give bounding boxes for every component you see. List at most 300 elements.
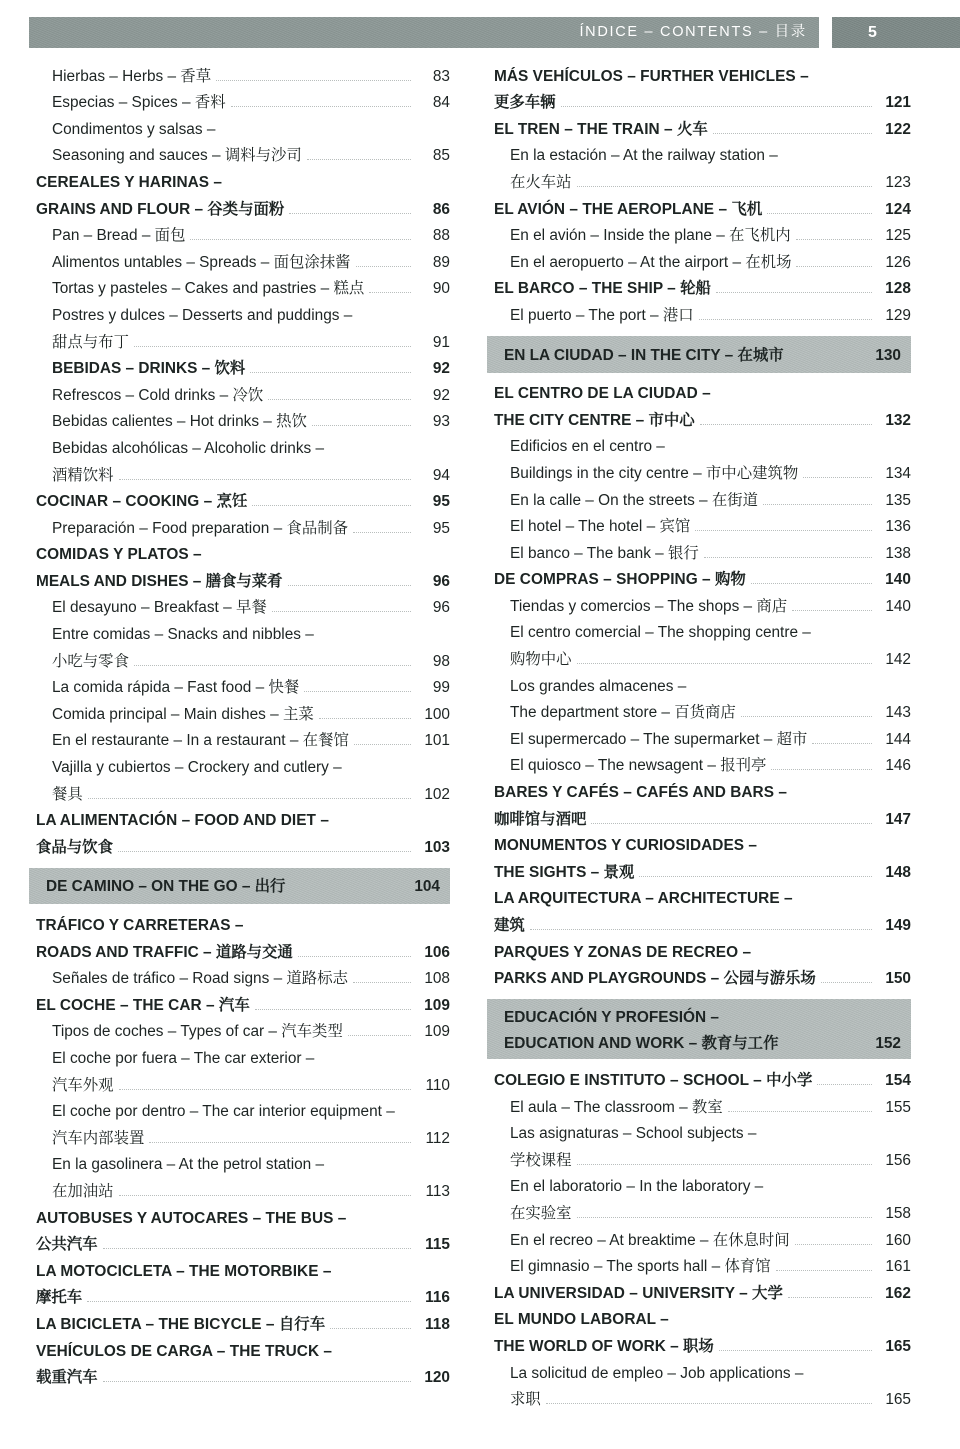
toc-entry-row[interactable] (487, 1199, 911, 1226)
dot-leader (771, 768, 872, 770)
toc-entry-label: 酒精饮料 (52, 466, 114, 484)
toc-entry-row[interactable] (29, 780, 450, 807)
toc-entry-page: 120 (424, 1369, 450, 1387)
toc-entry-page: 113 (425, 1182, 450, 1200)
toc-entry-label: LA BICICLETA – THE BICYCLE – 自行车 (36, 1315, 326, 1333)
toc-entry-label: El quiosco – The newsagent – 报刊亭 (510, 757, 767, 775)
toc-entry-label: AUTOBUSES Y AUTOCARES – THE BUS – (36, 1209, 347, 1227)
dot-leader (255, 1008, 411, 1010)
toc-entry-page: 96 (432, 572, 450, 590)
toc-entry-label: 甜点与布丁 (52, 333, 129, 351)
toc-entry-label: En el recreo – At breaktime – 在休息时间 (510, 1231, 790, 1249)
toc-entry-page: 138 (885, 544, 911, 562)
dot-leader (762, 849, 872, 850)
toc-entry-label: 更多车辆 (494, 94, 556, 112)
toc-heading-row[interactable] (487, 832, 911, 859)
dot-leader (776, 1269, 872, 1271)
toc-heading-row[interactable] (29, 567, 450, 594)
toc-entry-label: EL AVIÓN – THE AEROPLANE – 飞机 (494, 200, 763, 218)
dot-leader (88, 797, 411, 799)
toc-entry-label: Tortas y pasteles – Cakes and pastries – 糕点 (52, 280, 365, 298)
dot-leader (812, 742, 872, 744)
dot-leader (546, 1402, 872, 1404)
toc-entry-page: 140 (885, 571, 911, 589)
toc-entry-row[interactable] (29, 381, 450, 408)
dot-leader (751, 582, 872, 584)
toc-entry-label: Las asignaturas – School subjects – (510, 1125, 757, 1143)
dot-leader (248, 929, 411, 930)
toc-entry-row[interactable] (29, 355, 450, 382)
toc-heading-row[interactable] (29, 195, 450, 222)
toc-entry-row[interactable] (487, 725, 911, 752)
toc-entry-row[interactable] (29, 248, 450, 275)
toc-entry-row[interactable] (29, 594, 450, 621)
toc-entry-page: 98 (432, 652, 450, 670)
toc-entry-page: 155 (885, 1098, 911, 1116)
toc-entry-label: THE SIGHTS – 景观 (494, 863, 635, 881)
toc-entry-page: 83 (432, 67, 450, 85)
toc-heading-row[interactable] (29, 1310, 450, 1337)
dot-leader (670, 450, 872, 451)
toc-heading-row[interactable] (29, 833, 450, 860)
section-banner-title: DE CAMINO – ON THE GO – 出行 (46, 878, 286, 896)
toc-entry-row[interactable] (29, 753, 450, 780)
toc-entry-label: Comida principal – Main dishes – 主菜 (52, 705, 314, 723)
toc-entry-page: 129 (885, 306, 911, 324)
toc-entry-row[interactable] (29, 727, 450, 754)
toc-heading-row[interactable] (487, 195, 911, 222)
toc-entry-page: 112 (425, 1129, 450, 1147)
toc-entry-page: 140 (885, 597, 911, 615)
dot-leader (337, 1355, 411, 1356)
toc-heading-row[interactable] (487, 89, 911, 116)
section-banner-line (29, 873, 450, 900)
dot-leader (329, 1168, 411, 1169)
toc-heading-row[interactable] (487, 406, 911, 433)
dot-leader (756, 956, 872, 957)
toc-entry-label: MÁS VEHÍCULOS – FURTHER VEHICLES – (494, 67, 809, 85)
toc-entry-label: 学校课程 (510, 1151, 572, 1169)
toc-entry-label: 载重汽车 (36, 1369, 98, 1387)
toc-entry-label: 购物中心 (510, 651, 572, 669)
toc-entry-page: 128 (885, 280, 911, 298)
toc-entry-label: 餐具 (52, 785, 83, 803)
toc-entry-label: Entre comidas – Snacks and nibbles – (52, 626, 314, 644)
toc-entry-label: 食品与饮食 (36, 838, 113, 856)
dot-leader (699, 318, 872, 320)
toc-entry-row[interactable] (29, 1151, 450, 1178)
dot-leader (319, 1062, 411, 1063)
toc-entry-row[interactable] (487, 752, 911, 779)
toc-heading-row[interactable] (29, 807, 450, 834)
dot-leader (691, 690, 872, 691)
toc-entry-label: COMIDAS Y PLATOS – (36, 546, 202, 564)
dot-leader (149, 1141, 411, 1143)
dot-leader (356, 265, 411, 267)
toc-entry-page: 99 (432, 679, 450, 697)
toc-entry-label: COLEGIO E INSTITUTO – SCHOOL – 中小学 (494, 1071, 813, 1089)
dot-leader (348, 1034, 411, 1036)
dot-leader (190, 238, 411, 240)
toc-entry-label: El aula – The classroom – 教室 (510, 1098, 723, 1116)
toc-entry-row[interactable] (487, 1386, 911, 1413)
toc-heading-row[interactable] (487, 778, 911, 805)
dot-leader (719, 1349, 872, 1351)
toc-entry-row[interactable] (487, 248, 911, 275)
toc-heading-row[interactable] (487, 62, 911, 89)
toc-entry-label: Señales de tráfico – Road signs – 道路标志 (52, 970, 348, 988)
toc-heading-row[interactable] (29, 1337, 450, 1364)
toc-entry-row[interactable] (29, 275, 450, 302)
toc-entry-row[interactable] (487, 301, 911, 328)
toc-entry-page: 162 (885, 1284, 911, 1302)
toc-entry-row[interactable] (29, 514, 450, 541)
dot-leader (821, 981, 872, 983)
toc-entry-label: El supermercado – The supermarket – 超市 (510, 730, 808, 748)
toc-entry-row[interactable] (29, 115, 450, 142)
dot-leader (307, 158, 411, 160)
toc-entry-page: 134 (885, 464, 911, 482)
toc-entry-row[interactable] (487, 1173, 911, 1200)
toc-entry-label: Refrescos – Cold drinks – 冷饮 (52, 386, 264, 404)
dot-leader (783, 159, 872, 160)
dot-leader (319, 638, 411, 639)
header-bar (29, 17, 819, 48)
dot-leader (795, 1243, 872, 1245)
dot-leader (700, 423, 872, 425)
dot-leader (577, 1163, 872, 1165)
toc-entry-row[interactable] (487, 459, 911, 486)
toc-entry-label: Condimentos y salsas – (52, 120, 216, 138)
toc-entry-page: 146 (885, 757, 911, 775)
toc-entry-row[interactable] (487, 168, 911, 195)
toc-entry-label: 建筑 (494, 917, 525, 934)
toc-entry-page: 109 (424, 1023, 450, 1041)
toc-heading-row[interactable] (29, 1231, 450, 1258)
toc-entry-label: EL BARCO – THE SHIP – 轮船 (494, 280, 711, 298)
toc-entry-row[interactable] (29, 89, 450, 116)
dot-leader (351, 1222, 411, 1223)
dot-leader (761, 1137, 872, 1138)
dot-leader (272, 610, 411, 612)
dot-leader (353, 531, 411, 533)
dot-leader (119, 1194, 411, 1196)
toc-heading-row[interactable] (29, 168, 450, 195)
toc-heading-row[interactable] (487, 858, 911, 885)
toc-entry-row[interactable] (487, 1226, 911, 1253)
toc-entry-label: En la gasolinera – At the petrol station – (52, 1156, 325, 1174)
toc-entry-row[interactable] (29, 1098, 450, 1125)
toc-entry-page: 136 (885, 518, 911, 536)
dot-leader (227, 186, 411, 187)
toc-entry-label: El hotel – The hotel – 宾馆 (510, 518, 691, 536)
toc-heading-row[interactable] (487, 911, 911, 938)
dot-leader (134, 345, 411, 347)
toc-entry-page: 121 (885, 94, 911, 112)
toc-heading-row[interactable] (487, 1066, 911, 1093)
toc-entry-page: 102 (424, 785, 450, 803)
toc-entry-label: En la calle – On the streets – 在街道 (510, 491, 759, 509)
toc-heading-row[interactable] (29, 1284, 450, 1311)
toc-entry-label: El coche por fuera – The car exterior – (52, 1049, 315, 1067)
toc-entry-row[interactable] (487, 1120, 911, 1147)
header-title: ÍNDICE – CONTENTS – 目录 (579, 24, 807, 40)
toc-entry-page: 150 (885, 970, 911, 988)
dot-leader (796, 265, 872, 267)
dot-leader (400, 1115, 411, 1116)
toc-heading-row[interactable] (487, 275, 911, 302)
dot-leader (767, 212, 872, 214)
dot-leader (304, 690, 411, 692)
toc-heading-row[interactable] (487, 938, 911, 965)
toc-entry-row[interactable] (29, 1177, 450, 1204)
toc-entry-row[interactable] (29, 222, 450, 249)
toc-entry-row[interactable] (29, 1071, 450, 1098)
toc-heading-row[interactable] (29, 1204, 450, 1231)
toc-entry-page: 92 (432, 386, 450, 404)
toc-entry-label: El coche por dentro – The car interior equipment – (52, 1103, 395, 1121)
toc-entry-row[interactable] (487, 1093, 911, 1120)
section-banner-title: EN LA CIUDAD – IN THE CITY – 在城市 (504, 346, 784, 364)
toc-entry-page: 124 (885, 200, 911, 218)
toc-entry-row[interactable] (487, 222, 911, 249)
toc-entry-label: 求职 (510, 1391, 541, 1409)
toc-entry-row[interactable] (29, 328, 450, 355)
toc-entry-label: En el avión – Inside the plane – 在飞机内 (510, 227, 791, 245)
dot-leader (353, 981, 411, 983)
toc-entry-label: 在火车站 (510, 173, 572, 191)
toc-entry-row[interactable] (29, 700, 450, 727)
toc-entry-label: Bebidas alcohólicas – Alcoholic drinks – (52, 439, 325, 457)
toc-entry-row[interactable] (29, 62, 450, 89)
toc-entry-row[interactable] (29, 142, 450, 169)
toc-entry-label: El banco – The bank – 银行 (510, 544, 699, 562)
toc-entry-row[interactable] (487, 592, 911, 619)
section-banner[interactable] (487, 336, 911, 373)
toc-entry-label: LA MOTOCICLETA – THE MOTORBIKE – (36, 1262, 332, 1280)
toc-entry-label: DE COMPRAS – SHOPPING – 购物 (494, 571, 746, 589)
dot-leader (369, 291, 411, 293)
toc-entry-label: 在加油站 (52, 1182, 114, 1200)
toc-entry-page: 160 (885, 1231, 911, 1249)
dot-leader (768, 1190, 872, 1191)
toc-entry-label: La comida rápida – Fast food – 快餐 (52, 679, 300, 697)
dot-leader (808, 1377, 872, 1378)
toc-heading-row[interactable] (487, 380, 911, 407)
toc-heading-row[interactable] (487, 805, 911, 832)
toc-entry-row[interactable] (29, 301, 450, 328)
toc-entry-label: LA ARQUITECTURA – ARCHITECTURE – (494, 890, 793, 908)
dot-leader (268, 398, 411, 400)
toc-heading-row[interactable] (29, 1364, 450, 1391)
toc-entry-label: GRAINS AND FLOUR – 谷类与面粉 (36, 200, 285, 218)
toc-entry-label: PARKS AND PLAYGROUNDS – 公园与游乐场 (494, 970, 816, 988)
dot-leader (792, 796, 872, 797)
toc-entry-label: TRÁFICO Y CARRETERAS – (36, 917, 244, 934)
toc-entry-page: 88 (432, 227, 450, 245)
toc-entry-label: Pan – Bread – 面包 (52, 227, 186, 245)
toc-heading-row[interactable] (487, 965, 911, 992)
dot-leader (561, 105, 872, 107)
toc-entry-label: 咖啡馆与酒吧 (494, 810, 587, 828)
dot-leader (354, 743, 411, 745)
toc-entry-row[interactable] (29, 965, 450, 992)
toc-entry-row[interactable] (29, 1044, 450, 1071)
toc-entry-page: 165 (885, 1337, 911, 1355)
toc-entry-page: 110 (425, 1076, 450, 1094)
section-banner-line (487, 341, 911, 368)
toc-entry-label: 公共汽车 (36, 1236, 98, 1254)
toc-entry-page: 135 (885, 491, 911, 509)
dot-leader (591, 822, 872, 824)
toc-entry-page: 165 (885, 1391, 911, 1409)
toc-entry-page: 95 (432, 493, 450, 511)
toc-entry-label: Buildings in the city centre – 市中心建筑物 (510, 464, 799, 482)
dot-leader (289, 212, 411, 214)
toc-entry-label: BARES Y CAFÉS – CAFÉS AND BARS – (494, 784, 787, 802)
dot-leader (312, 424, 411, 426)
toc-entry-page: 148 (885, 863, 911, 881)
toc-entry-page: 89 (432, 253, 450, 271)
dot-leader (817, 1083, 872, 1085)
dot-leader (87, 1300, 411, 1302)
dot-leader (763, 503, 872, 505)
toc-entry-label: MONUMENTOS Y CURIOSIDADES – (494, 837, 758, 855)
section-banner-page: 104 (414, 878, 440, 896)
page-header (0, 17, 960, 48)
section-banner[interactable] (29, 868, 450, 905)
toc-entry-row[interactable] (487, 486, 911, 513)
toc-heading-row[interactable] (487, 1306, 911, 1333)
toc-heading-row[interactable] (29, 938, 450, 965)
toc-entry-page: 100 (424, 705, 450, 723)
dot-leader (674, 1323, 872, 1324)
toc-heading-row[interactable] (29, 1257, 450, 1284)
dot-leader (329, 452, 411, 453)
toc-entry-label: VEHÍCULOS DE CARGA – THE TRUCK – (36, 1342, 333, 1360)
toc-entry-page: 108 (424, 970, 450, 988)
dot-leader (103, 1380, 411, 1382)
dot-leader (728, 1110, 872, 1112)
dot-leader (250, 371, 411, 373)
toc-entry-row[interactable] (487, 619, 911, 646)
toc-entry-page: 103 (424, 838, 450, 856)
toc-entry-row[interactable] (29, 674, 450, 701)
dot-leader (334, 824, 411, 825)
dot-leader (798, 902, 872, 903)
toc-entry-label: The department store – 百货商店 (510, 704, 736, 722)
toc-entry-row[interactable] (487, 1359, 911, 1386)
toc-heading-row[interactable] (29, 911, 450, 938)
toc-column-left (29, 62, 450, 1390)
toc-entry-label: LA UNIVERSIDAD – UNIVERSITY – 大学 (494, 1284, 783, 1302)
toc-entry-row[interactable] (29, 434, 450, 461)
section-banner-title: EDUCACIÓN Y PROFESIÓN – (504, 1008, 719, 1026)
toc-entry-page: 109 (424, 996, 450, 1014)
toc-entry-label: Los grandes almacenes – (510, 677, 687, 695)
toc-entry-page: 149 (885, 917, 911, 934)
toc-entry-label: THE CITY CENTRE – 市中心 (494, 411, 695, 429)
toc-entry-row[interactable] (29, 620, 450, 647)
toc-entry-label: En la estación – At the railway station – (510, 147, 778, 165)
toc-entry-label: Tiendas y comercios – The shops – 商店 (510, 597, 788, 615)
toc-heading-row[interactable] (487, 1332, 911, 1359)
dot-leader (357, 319, 411, 320)
dot-leader (814, 80, 872, 81)
toc-entry-row[interactable] (487, 433, 911, 460)
toc-entry-label: Postres y dulces – Desserts and puddings – (52, 306, 353, 324)
dot-leader (330, 1327, 411, 1329)
toc-entry-page: 156 (885, 1151, 911, 1169)
toc-entry-row[interactable] (29, 461, 450, 488)
toc-heading-row[interactable] (29, 991, 450, 1018)
toc-entry-page: 144 (885, 730, 911, 748)
toc-entry-page: 96 (432, 599, 450, 617)
toc-entry-label: En el restaurante – In a restaurant – 在餐馆 (52, 732, 349, 750)
section-banner[interactable] (487, 999, 911, 1059)
toc-entry-page: 147 (885, 810, 911, 828)
section-banner-line (487, 1003, 911, 1030)
toc-entry-page: 101 (424, 732, 450, 750)
toc-entry-row[interactable] (29, 1124, 450, 1151)
dot-leader (695, 529, 872, 531)
toc-entry-page: 106 (424, 943, 450, 961)
dot-leader (713, 132, 872, 134)
dot-leader (118, 850, 411, 852)
toc-entry-row[interactable] (487, 1146, 911, 1173)
toc-entry-row[interactable] (487, 1253, 911, 1280)
toc-entry-row[interactable] (487, 142, 911, 169)
dot-leader (741, 715, 872, 717)
section-banner-title: EDUCATION AND WORK – 教育与工作 (504, 1035, 779, 1053)
toc-entry-label: ROADS AND TRAFFIC – 道路与交通 (36, 943, 293, 961)
dot-leader (796, 238, 872, 240)
toc-entry-row[interactable] (487, 672, 911, 699)
toc-entry-page: 93 (432, 413, 450, 431)
toc-heading-row[interactable] (487, 885, 911, 912)
toc-heading-row[interactable] (29, 541, 450, 568)
toc-entry-label: Tipos de coches – Types of car – 汽车类型 (52, 1023, 343, 1041)
toc-entry-page: 122 (885, 120, 911, 138)
toc-entry-row[interactable] (29, 408, 450, 435)
toc-heading-row[interactable] (487, 115, 911, 142)
toc-entry-row[interactable] (29, 647, 450, 674)
toc-entry-row[interactable] (487, 513, 911, 540)
toc-entry-label: PARQUES Y ZONAS DE RECREO – (494, 943, 752, 961)
toc-entry-page: 126 (885, 253, 911, 271)
page-number: 5 (868, 24, 878, 41)
toc-entry-label: Vajilla y cubiertos – Crockery and cutlery – (52, 759, 342, 777)
dot-leader (207, 558, 411, 559)
section-banner-line (487, 1030, 911, 1057)
toc-entry-row[interactable] (487, 645, 911, 672)
toc-entry-row[interactable] (487, 699, 911, 726)
toc-entry-row[interactable] (29, 1018, 450, 1045)
dot-leader (134, 664, 411, 666)
toc-entry-label: Seasoning and sauces – 调料与沙司 (52, 147, 302, 165)
toc-entry-page: 94 (432, 466, 450, 484)
dot-leader (336, 1275, 411, 1276)
toc-entry-label: El puerto – The port – 港口 (510, 306, 694, 324)
toc-entry-row[interactable] (487, 539, 911, 566)
section-banner-page: 152 (875, 1035, 901, 1053)
toc-entry-label: LA ALIMENTACIÓN – FOOD AND DIET – (36, 812, 329, 830)
toc-heading-row[interactable] (487, 566, 911, 593)
dot-leader (347, 771, 411, 772)
toc-heading-row[interactable] (29, 488, 450, 515)
toc-entry-label: El desayuno – Breakfast – 早餐 (52, 599, 267, 617)
toc-heading-row[interactable] (487, 1279, 911, 1306)
